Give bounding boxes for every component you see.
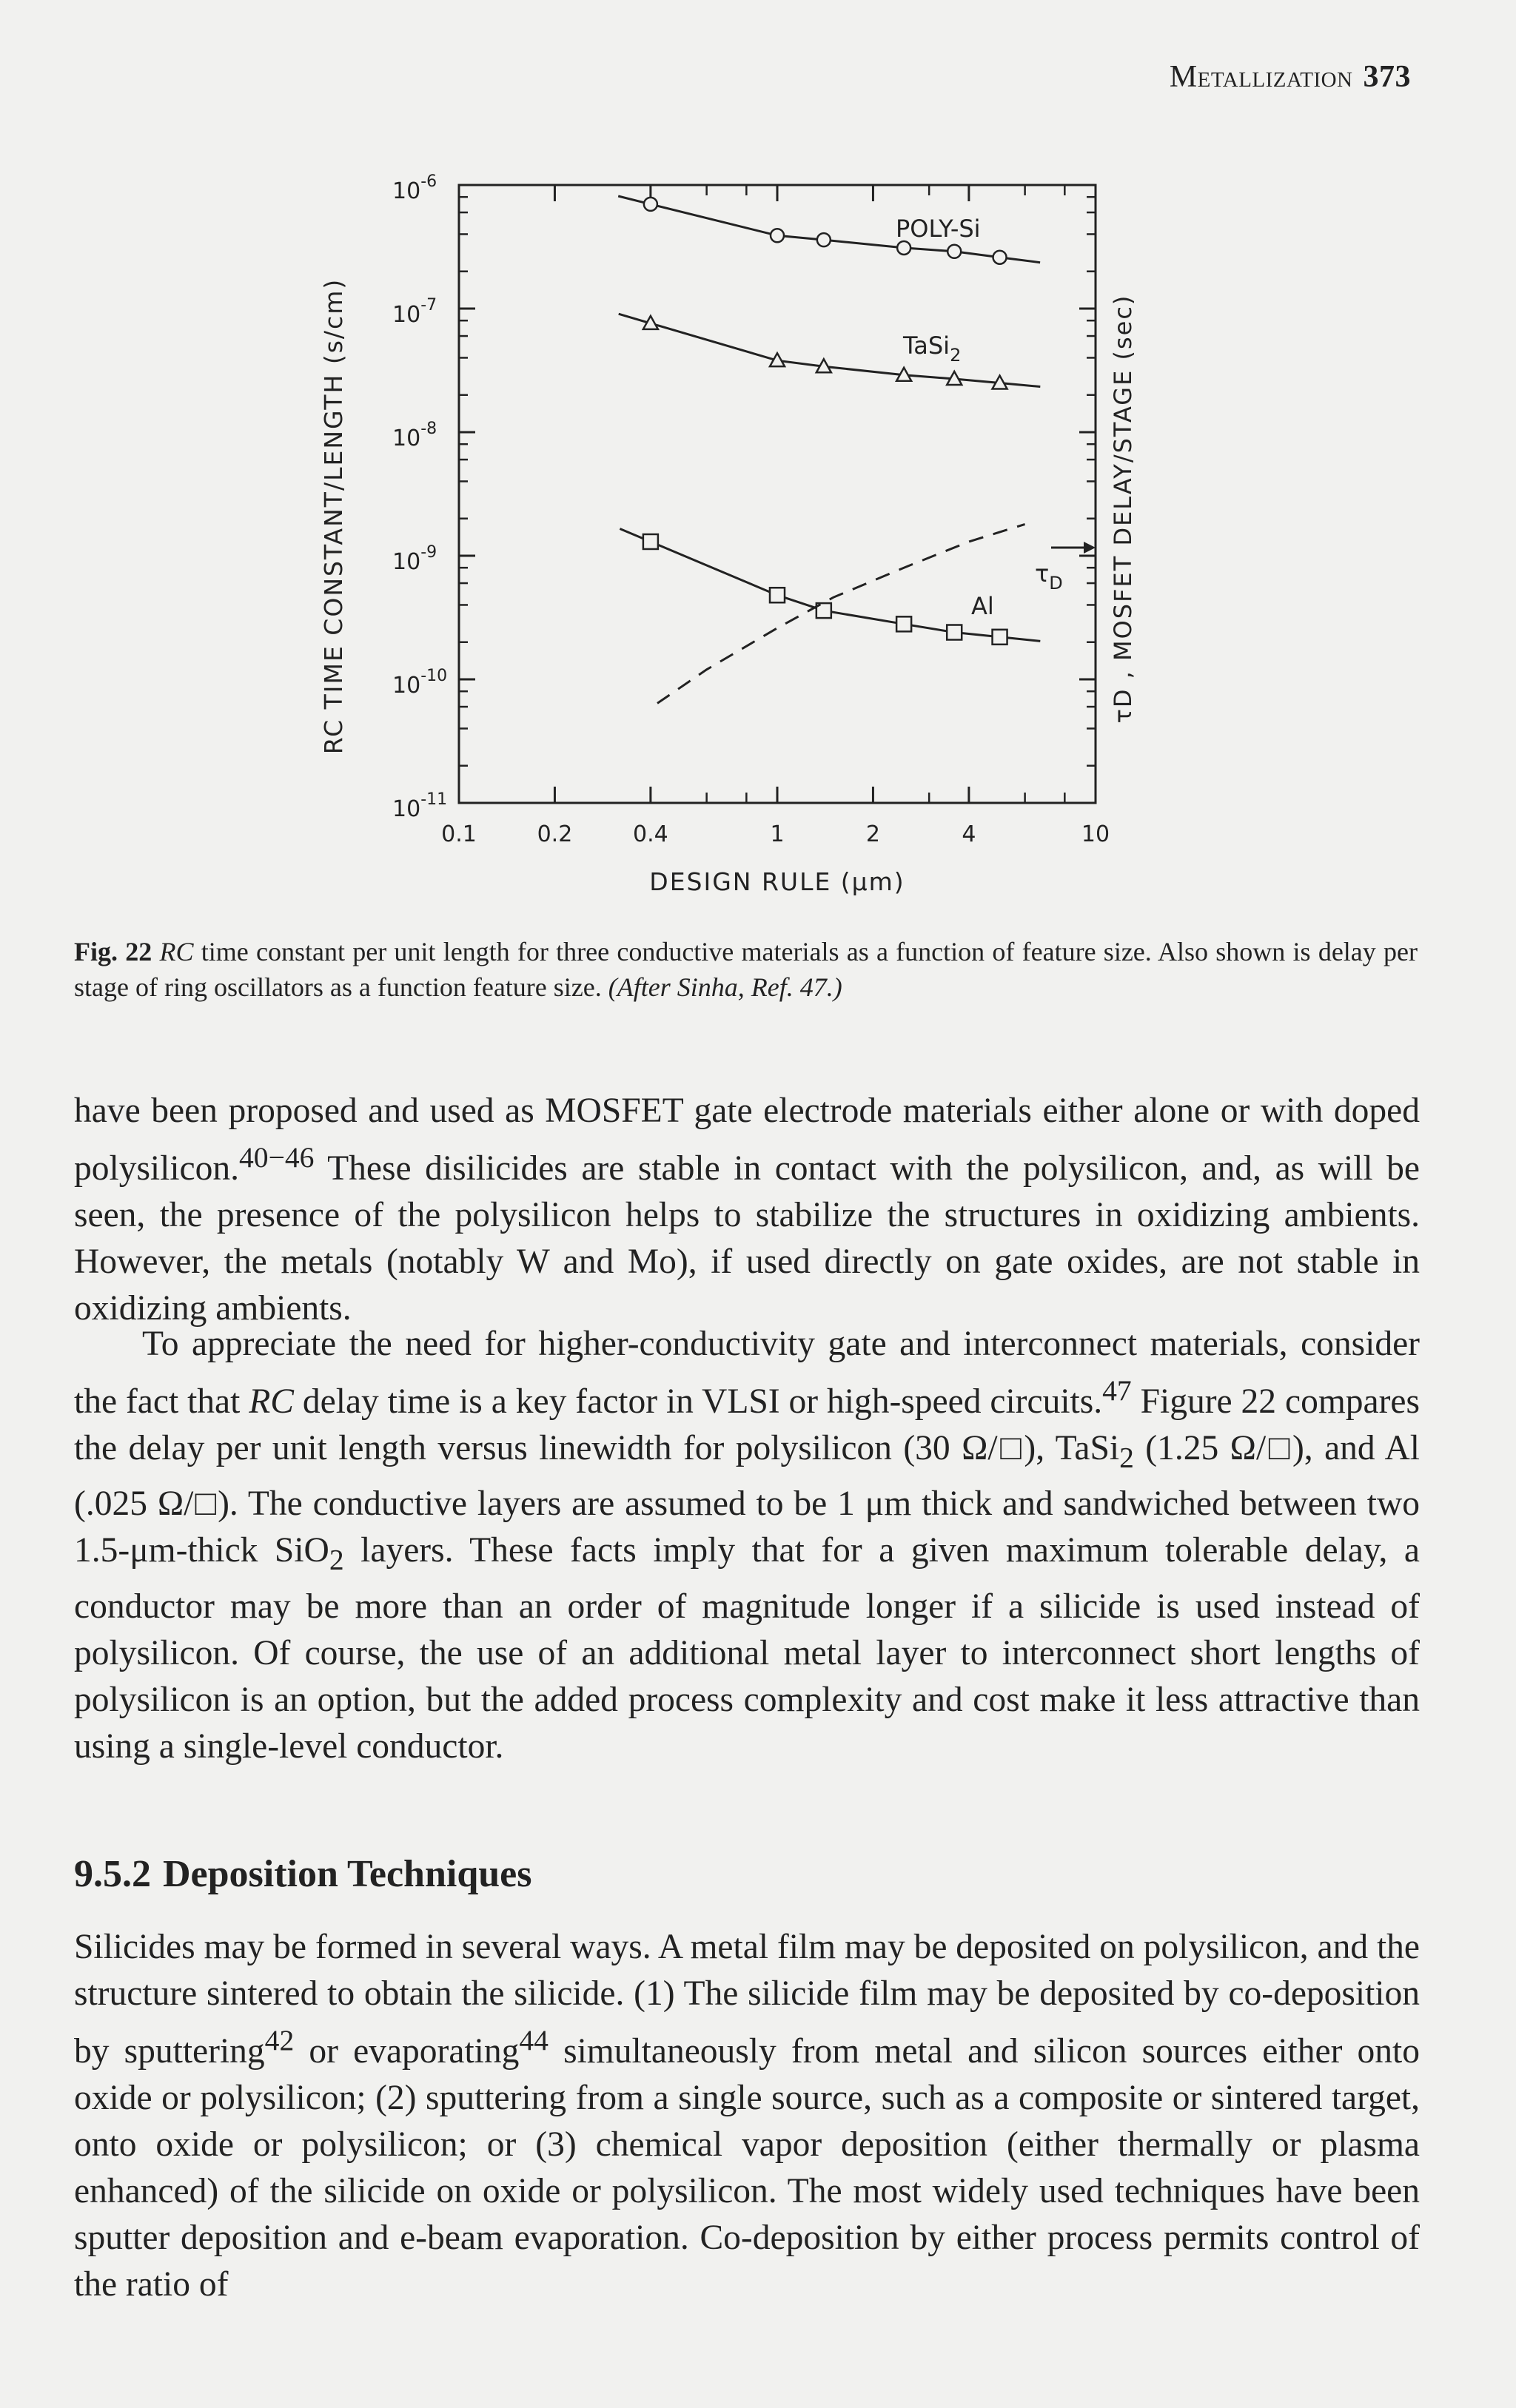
tau-arrow-head xyxy=(1084,542,1096,554)
y-tick-label: $10^{-6}$ xyxy=(392,172,437,204)
series-label: POLY-Si xyxy=(896,215,981,243)
section-title: Deposition Techniques xyxy=(163,1853,532,1895)
page-number: 373 xyxy=(1363,60,1411,94)
data-point-circle xyxy=(644,198,657,211)
body-paragraph-3: Silicides may be formed in several ways. A metal film may be deposited on polysilicon, and the structure sintered to obtain the silicide. (1) The silicide film may be deposited by co-deposition by sputtering$^{42}$ or evaporating$^{44}$ simultaneously from metal and silicon sources either onto oxide or polysilicon; (2) sputtering from a single source, such as a composite or sintered target, onto oxide or polysilicon; or (3) chemical vapor deposition (either thermally or plasma enhanced) of the silicide on oxide or polysilicon. The most widely used techniques have been sputter deposition and e-beam evaporation. Co-deposition by either process permits control of the ratio of xyxy=(74,1928,1421,2304)
x-tick-label: 0.2 xyxy=(537,821,573,847)
y-tick-label: $10^{-7}$ xyxy=(392,296,437,328)
body-paragraph-1: have been proposed and used as MOSFET gate electrode materials either alone or with doped polysilicon.$^{40-46}$ These disilicides are stable in contact with the polysilicon, and, as will be seen, the presence of the polysilicon helps to stabilize the structures in oxidizing ambients. However, the metals (notably W and Mo), if used directly on gate oxides, are not stable in oxidizing ambients. xyxy=(74,1092,1420,1328)
x-tick-label: 4 xyxy=(962,821,976,847)
data-point-square xyxy=(993,630,1007,645)
running-head xyxy=(1170,59,1411,95)
y-tick-label: $10^{-9}$ xyxy=(392,543,437,575)
x-tick-label: 0.4 xyxy=(633,821,668,847)
figure-label: Fig. 22 xyxy=(74,937,152,966)
data-point-square xyxy=(643,534,658,549)
series-label: Al xyxy=(971,592,994,620)
x-axis-title: DESIGN RULE (μm) xyxy=(649,867,905,896)
section-heading xyxy=(74,1852,532,1896)
figure-caption-text: RC time constant per unit length for three conductive materials as a function of feature size. Also shown is delay per stage of ring oscillators as a function feature size. xyxy=(74,937,1418,1002)
y-axis-title-right: τD , MOSFET DELAY/STAGE (sec) xyxy=(1109,294,1137,724)
body-paragraph-2: To appreciate the need for higher-conductivity gate and interconnect materials, consider the fact that RC delay time is a key factor in VLSI or high-speed circuits.$^{47}$ Figure 22 compares the delay per unit length versus linewidth for polysilicon (30 Ω/□), TaSi$_2$ (1.25 Ω/□), and Al (.025 Ω/□). The conductive layers are assumed to be 1 μm thick and sandwiched between two 1.5-μm-thick SiO$_2$ layers. These facts imply that for a given maximum tolerable delay, a conductor may be more than an order of magnitude longer if a silicide is used instead of polysilicon. Of course, the use of an additional metal layer to interconnect short lengths of polysilicon is an option, but the added process complexity and cost make it less attractive than using a single-level conductor. xyxy=(74,1325,1421,1766)
data-point-circle xyxy=(817,233,831,246)
series-line-1 xyxy=(619,314,1041,386)
series-line-2 xyxy=(620,529,1040,642)
figure-attribution: (After Sinha, Ref. 47.) xyxy=(608,972,842,1002)
figure-caption xyxy=(74,934,1418,1005)
y-tick-label: $10^{-10}$ xyxy=(392,667,448,699)
x-tick-label: 0.1 xyxy=(441,821,477,847)
data-point-circle xyxy=(897,241,910,255)
series-label: TaSi$_2$ xyxy=(903,332,962,366)
x-tick-label: 10 xyxy=(1081,821,1110,847)
series-label: $\tau_D$ xyxy=(1035,559,1063,593)
x-tick-label: 1 xyxy=(770,821,785,847)
data-point-circle xyxy=(771,229,784,242)
data-point-square xyxy=(896,616,911,631)
rc-delay-chart xyxy=(281,126,1170,910)
data-point-square xyxy=(770,588,785,602)
data-point-circle xyxy=(948,245,961,258)
section-number: 9.5.2 xyxy=(74,1853,151,1895)
plot-frame xyxy=(459,185,1096,803)
x-tick-label: 2 xyxy=(865,821,880,847)
running-head-section: Metallization xyxy=(1169,60,1353,94)
data-point-square xyxy=(947,625,962,640)
y-tick-label: $10^{-11}$ xyxy=(392,790,448,822)
y-axis-title-left: RC TIME CONSTANT/LENGTH (s/cm) xyxy=(319,278,348,755)
data-point-circle xyxy=(993,251,1007,264)
y-tick-label: $10^{-8}$ xyxy=(392,420,437,451)
